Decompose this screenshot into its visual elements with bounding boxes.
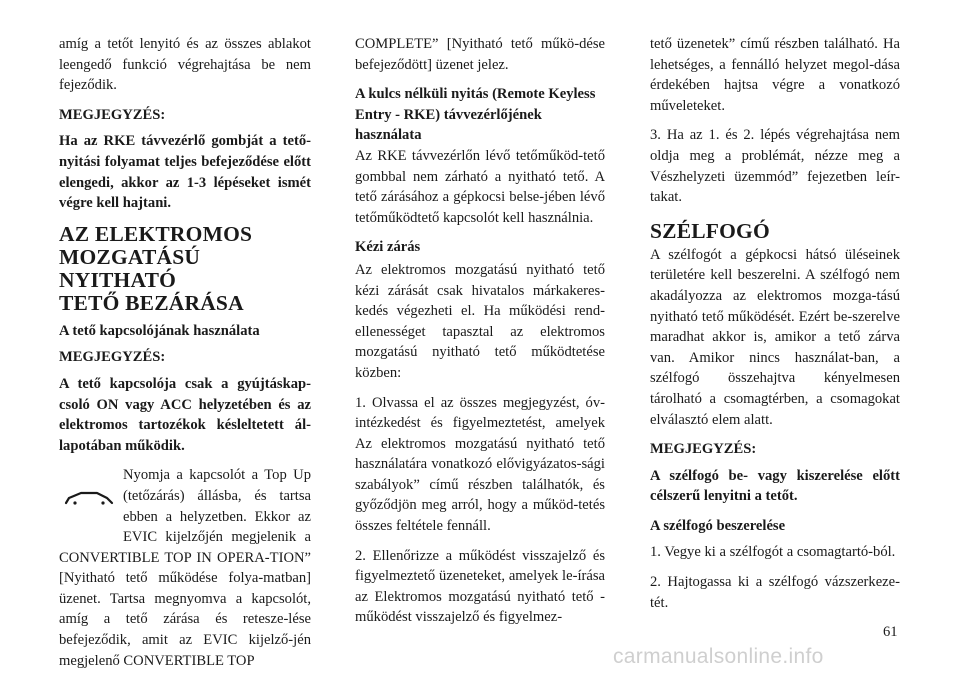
rke-heading: A kulcs nélküli nyitás (Remote Keyless Entry - RKE) távvezérlőjének használata [355, 86, 596, 144]
watermark-text: carmanualsonline.info [613, 645, 824, 668]
column-left [59, 34, 311, 680]
manual-paragraph: Az elektromos mozgatású nyitható tető kézi zárását csak hivatalos márkakeres-kedés végezheti el. Ha működési rend-ellenességet tapasztal az elektromos mozgatású nyitható tető működtetése közben: [355, 261, 605, 381]
step-1: 1. Olvassa el az összes megjegyzést, óv-intézkedést és figyelmeztetést, amelyek Az elektromos mozgatású nyitható tető használatára vonatkozó elővigyázatos-sági szabályok” című részben találhatók, és győződjön meg arról, hogy a működ-tetés összes feltétele fennáll. [355, 394, 605, 535]
install-heading: A szélfogó beszerelése [650, 517, 786, 534]
section-heading-line: AZ ELEKTROMOS [59, 221, 253, 246]
section-heading-line: TETŐ BEZÁRÁSA [59, 290, 244, 315]
section-heading-line: MOZGATÁSÚ NYITHATÓ [59, 244, 201, 292]
column-middle [355, 34, 605, 637]
column-right [650, 34, 900, 622]
continued-paragraph: tető üzenetek” című részben található. Ha lehetséges, a fennálló helyzet megol-dása érdekében hajtsa végre a vonatkozó műveleteket. [650, 36, 900, 114]
subheading: A tető kapcsolójának használata [59, 322, 260, 339]
rke-paragraph: Az RKE távvezérlőn lévő tetőműköd-tető gombbal nem zárható a nyitható tető. A tető zárásához a gépkocsi belse-jében lévő tetőműködtető kapcsolót kell használnia. [355, 147, 605, 226]
note-text: Ha az RKE távvezérlő gombját a tető-nyitási folyamat teljes befejeződése előtt elengedi, akkor az 1-3 lépéseket ismét végre kell hajtani. [59, 133, 311, 212]
icon-paragraph: Nyomja a kapcsolót a Top Up (tetőzárás) állásba, és tartsa ebben a helyzetben. Ekkor az EVIC kijelzőjén megjelenik a CONVERTIBLE TOP IN OPERA-TION” [Nyitható tető működése folya-matban] üzenet. Tartsa megnyomva a kapcsolót, amíg a tető zárása és reteszе-lése befejeződik, amit az EVIC kijelző-jén megjelenő CONVERTIBLE TOP [59, 467, 311, 669]
windscreen-intro: A szélfogót a gépkocsi hátsó üléseinek területére kell beszerelni. A szélfogó nem akadályozza az elektromos mozga-tású nyitható tető működését. Ezért be-szerelve maradhat akkor is, amikor a tető zárva van. Amikor nincs használat-ban, a szélfogó összehajtva kényelmesen tárolható a csomagtérben, a csomagokat elválasztó elem alatt. [650, 246, 900, 428]
note-label: MEGJEGYZÉS: [650, 441, 757, 458]
continued-paragraph: COMPLETE” [Nyitható tető műkö-dése befejeződött] üzenet jelez. [355, 36, 605, 73]
windscreen-heading: SZÉLFOGÓ [650, 218, 770, 243]
page-number: 61 [883, 624, 898, 640]
install-step-2: 2. Hajtogassa ki a szélfogó vázszerkeze-tét. [650, 574, 900, 611]
convertible-top-icon [59, 467, 119, 527]
install-step-1: 1. Vegye ki a szélfogót a csomagtartó-ból. [650, 544, 896, 561]
step-3: 3. Ha az 1. és 2. lépés végrehajtása nem oldja meg a problémát, nézze meg a Vészhelyzeti üzemmód” fejezetben leír-takat. [650, 127, 900, 206]
note-text: A tető kapcsolója csak a gyújtáskap-csoló ON vagy ACC helyzetében és az elektromos tartozékok késleltetett ál-lapotában működik. [59, 375, 311, 454]
note-text: A szélfogó be- vagy kiszerelése előtt célszerű lenyitni a tetőt. [650, 467, 900, 505]
intro-paragraph: amíg a tetőt lenyitó és az összes ablakot leengedő funkció végrehajtása be nem fejeződik. [59, 36, 311, 94]
section-heading [59, 223, 311, 315]
note-label: MEGJEGYZÉS: [59, 349, 166, 366]
step-2: 2. Ellenőrizze a működést visszajelző és figyelmeztető üzeneteket, amelyek le-írása az Elektromos mozgatású nyitható tető - működést visszajelző és figyelmez- [355, 547, 605, 626]
icon-paragraph-block [59, 465, 311, 671]
note-label: MEGJEGYZÉS: [59, 106, 166, 123]
manual-heading: Kézi zárás [355, 239, 421, 256]
